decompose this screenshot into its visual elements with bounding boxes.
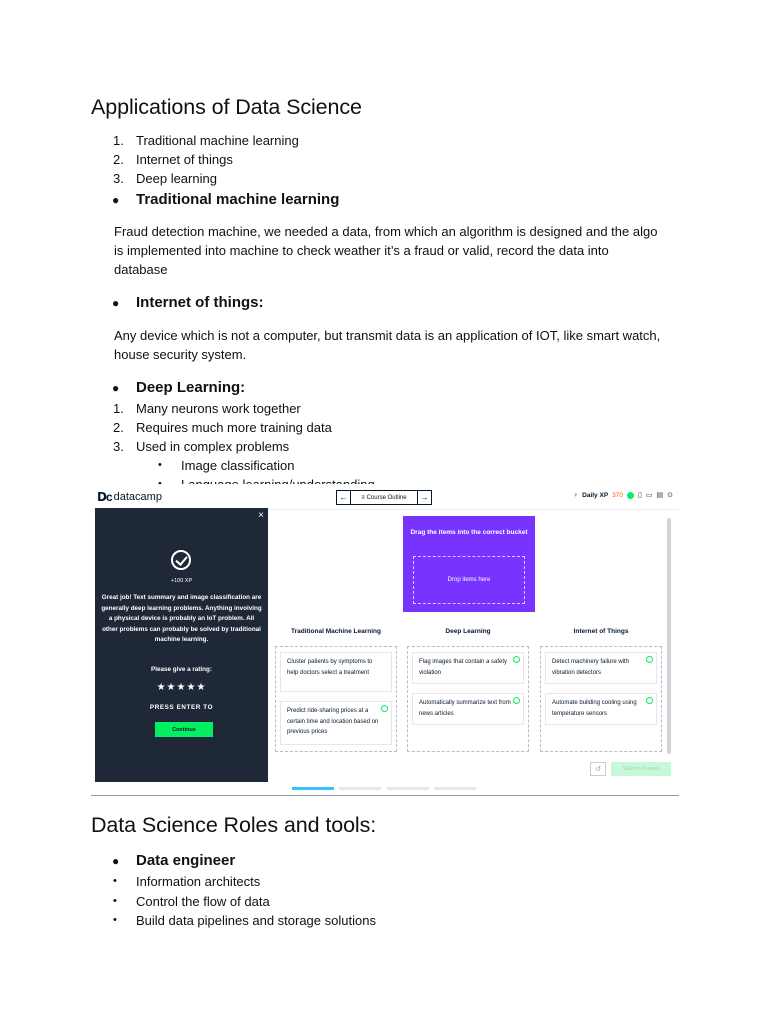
list-item: • Image classification [158, 458, 295, 473]
document-section-applications [91, 92, 671, 494]
checkmark-icon [171, 550, 191, 570]
drag-card[interactable]: Flag images that contain a safety violation [412, 652, 524, 684]
progress-step [387, 787, 429, 790]
document-section-roles [91, 810, 671, 931]
bucket-traditional-ml[interactable] [275, 646, 397, 752]
check-icon [513, 656, 520, 663]
logo-icon: Ⅾc [97, 490, 112, 504]
slides-icon[interactable]: ▭ [645, 492, 653, 499]
top-bar [91, 484, 679, 510]
undo-icon: ↺ [595, 766, 601, 773]
prev-arrow-icon[interactable]: ← [336, 490, 351, 505]
document-icon[interactable]: ▤ [656, 492, 664, 499]
paragraph-iot: Any device which is not a computer, but transmit data is an application of IOT, like smart watch, house security system. [114, 328, 661, 362]
check-icon [646, 697, 653, 704]
scrollbar[interactable] [667, 518, 671, 754]
feedback-message: Great job! Text summary and image classification are generally deep learning problems. Anything involving a physical device is probably an IoT problem. All other problems can probably be solved by traditional machine learning. [101, 594, 262, 644]
close-icon[interactable]: × [258, 510, 264, 521]
list-item: 2. Internet of things [113, 152, 233, 167]
rating-stars[interactable]: ★★★★★ [156, 682, 207, 693]
subheading-iot: ● Internet of things: [112, 294, 264, 311]
drag-card[interactable]: Automate building cooling using temperature sensors [545, 693, 657, 725]
progress-step [434, 787, 476, 790]
phone-icon[interactable]: ▯ [638, 492, 642, 499]
subheading-tml: ● Traditional machine learning [112, 191, 340, 208]
list-item: 1. Traditional machine learning [113, 133, 299, 148]
column-title: Internet of Things [573, 628, 629, 635]
paragraph-tml: Fraud detection machine, we needed a data, from which an algorithm is designed and the algo is implemented into machine to check weather it’s a fraud or valid, record the data into database [114, 224, 658, 277]
course-nav [336, 490, 432, 505]
section-title: Applications of Data Science [91, 95, 362, 119]
undo-button[interactable] [590, 762, 606, 776]
drag-card[interactable]: Predict ride-sharing prices at a certain time and location based on previous prices [280, 701, 392, 745]
course-outline-button[interactable]: ≡ Course Outline [351, 490, 417, 505]
drag-card[interactable]: Automatically summarize text from news articles [412, 693, 524, 725]
list-item: 3. Used in complex problems [113, 439, 290, 454]
subheading-data-engineer: ● Data engineer [112, 852, 236, 869]
status-dot [627, 492, 634, 499]
drop-target[interactable]: Drop items here [413, 556, 525, 604]
press-enter-hint: PRESS ENTER TO [149, 704, 214, 711]
help-icon[interactable]: ⊙ [667, 492, 673, 499]
subheading-dl: ● Deep Learning: [112, 379, 246, 396]
submit-button[interactable]: Submit Answer [611, 762, 671, 776]
datacamp-screenshot [91, 484, 679, 796]
list-item: • Information architects [113, 874, 261, 889]
bucket-iot[interactable] [540, 646, 662, 752]
check-icon [381, 705, 388, 712]
daily-xp-value: 370 [612, 491, 624, 499]
drag-card[interactable]: Detect machinery failure with vibration detectors [545, 652, 657, 684]
check-icon [513, 697, 520, 704]
list-item: • Control the flow of data [113, 893, 270, 909]
column-title: Traditional Machine Learning [291, 628, 381, 635]
progress-step [339, 787, 381, 790]
list-item: • Build data pipelines and storage solutions [113, 913, 376, 928]
drop-instructions: Drag the items into the correct bucket [410, 529, 528, 536]
success-modal [95, 508, 268, 782]
toolbar-right [573, 491, 673, 499]
roles-list [91, 872, 671, 931]
bucket-deep-learning[interactable] [407, 646, 529, 752]
check-icon [646, 656, 653, 663]
menu-icon: ≡ [361, 494, 367, 501]
continue-button[interactable]: Continue [155, 722, 213, 737]
list-item: 3. Deep learning [113, 171, 217, 186]
dl-list [91, 399, 671, 456]
xp-gain: +100 XP [170, 578, 193, 584]
column-title: Deep Learning [445, 628, 491, 635]
daily-xp-label: Daily XP [582, 491, 609, 499]
drop-source [403, 516, 535, 612]
drag-card[interactable]: Cluster patients by symptoms to help doctors select a treatment [280, 652, 392, 692]
progress-step [292, 787, 334, 790]
trophy-icon: ♀ [573, 491, 579, 499]
rating-prompt: Please give a rating: [151, 666, 212, 673]
section-title: Data Science Roles and tools: [91, 813, 377, 837]
list-item: 2. Requires much more training data [113, 420, 332, 435]
datacamp-logo[interactable]: Ⅾc datacamp [97, 490, 162, 504]
next-arrow-icon[interactable]: → [417, 490, 432, 505]
applications-list [91, 131, 671, 188]
list-item: 1. Many neurons work together [113, 401, 301, 416]
